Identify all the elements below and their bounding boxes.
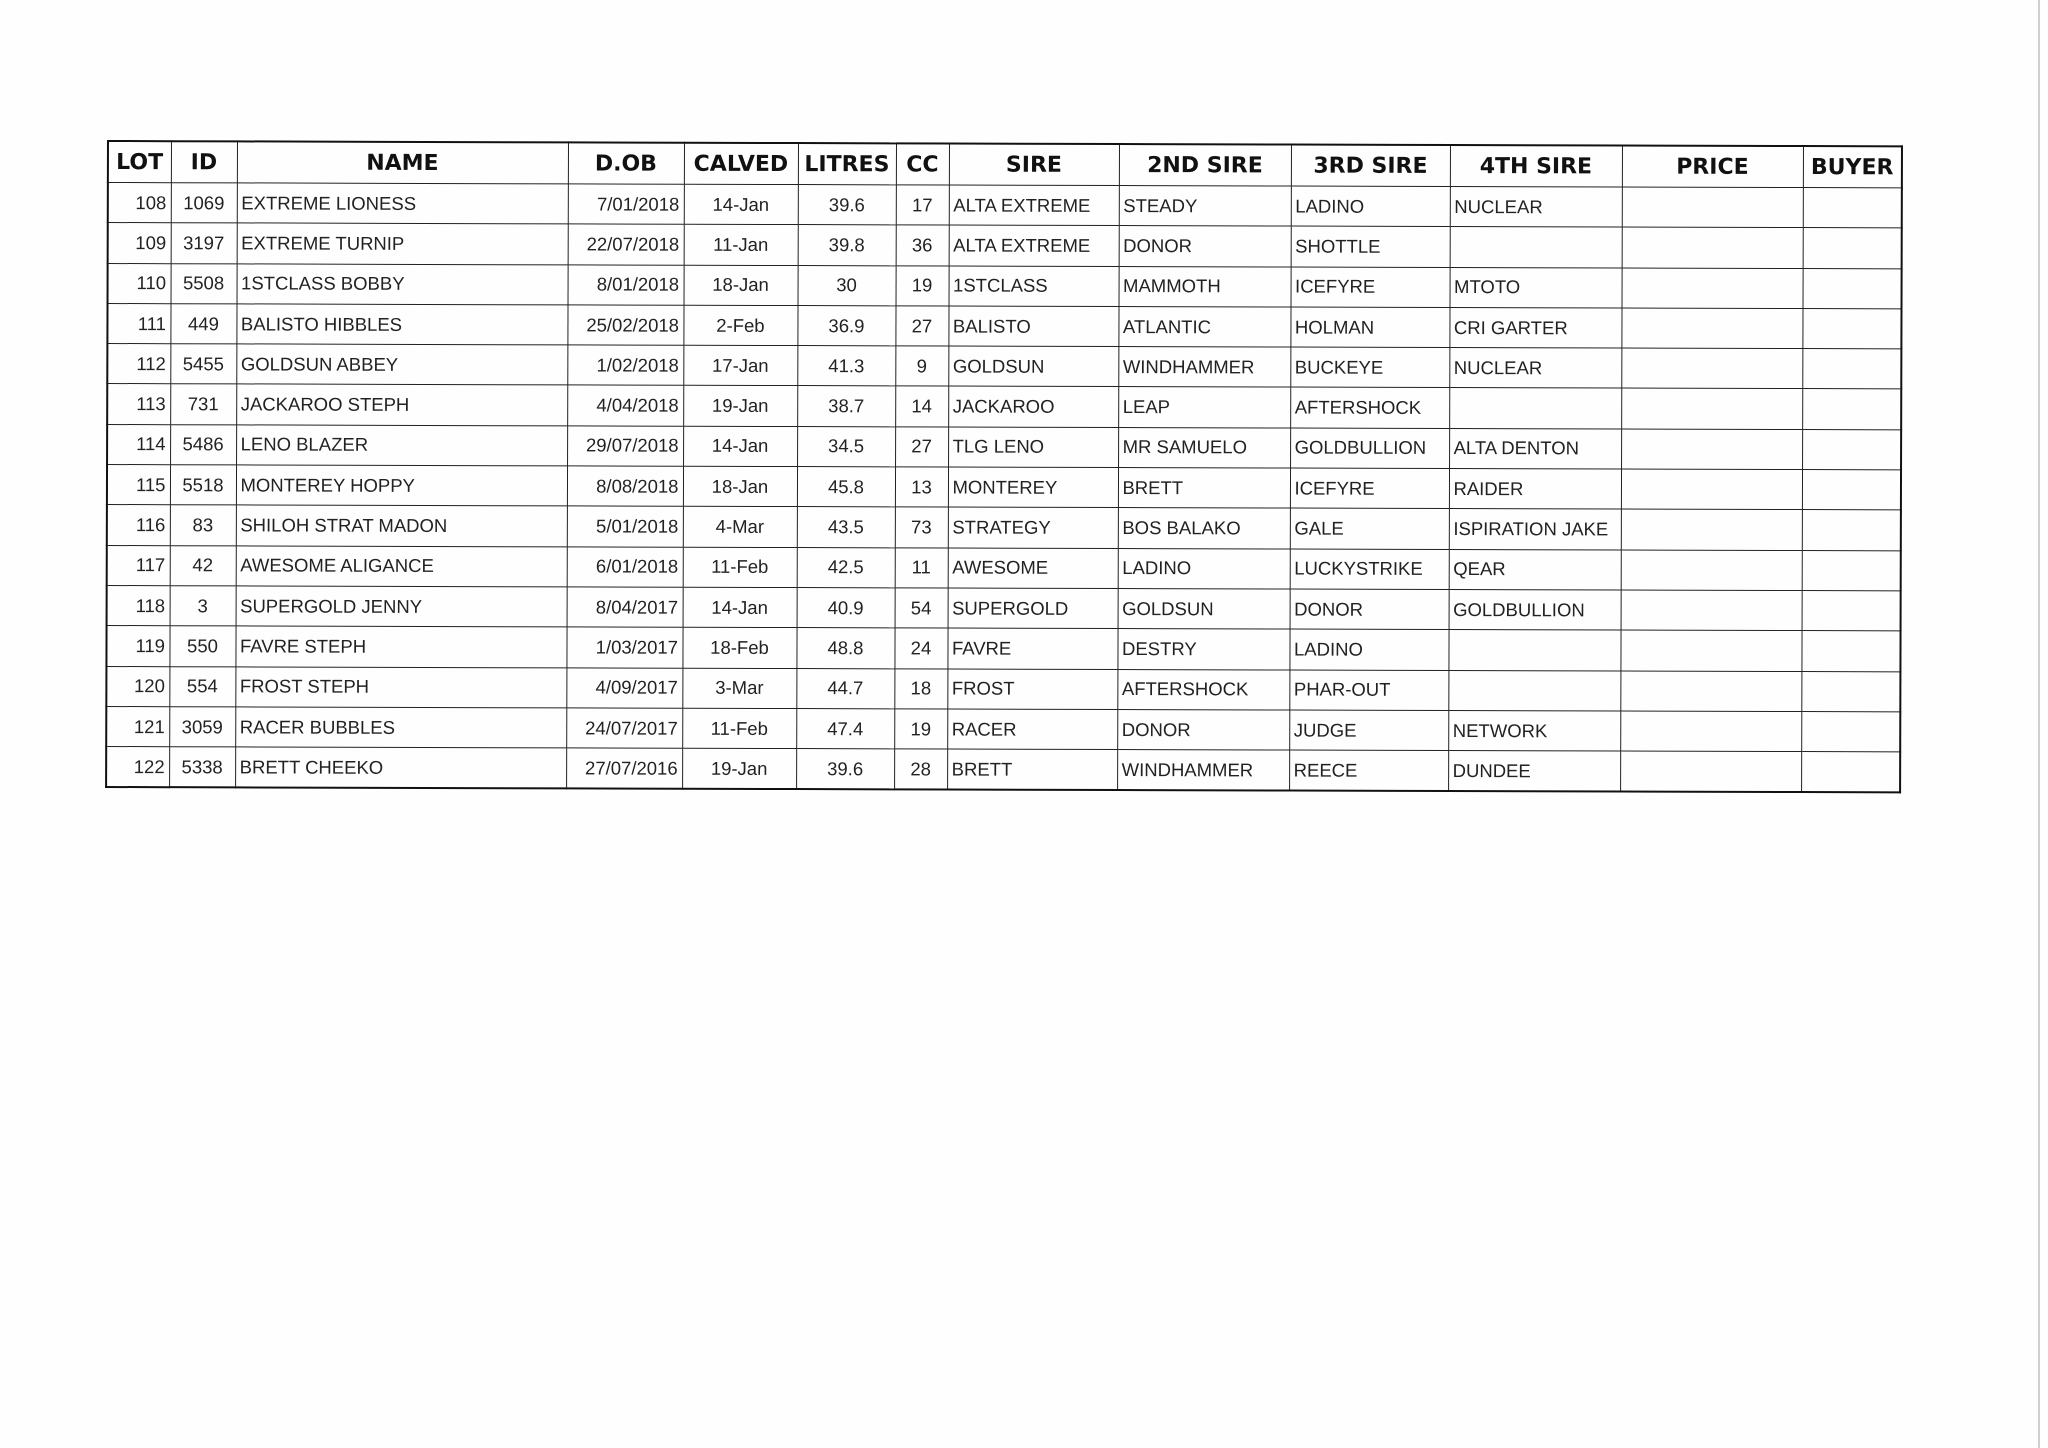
table-row [106,747,1900,793]
cell-4th-sire: ISPIRATION JAKE [1449,509,1621,550]
cell-4th-sire: DUNDEE [1448,751,1620,792]
cell-4th-sire: GOLDBULLION [1449,589,1621,630]
cell-2nd-sire: WINDHAMMER [1118,347,1290,388]
cell-sire: TLG LENO [948,427,1118,468]
cell-dob: 25/02/2018 [567,305,683,346]
cell-name: SUPERGOLD JENNY [236,586,567,627]
cell-price [1621,388,1802,429]
cell-sire: AWESOME [948,548,1118,589]
cell-buyer [1801,752,1900,793]
cell-cc: 36 [896,225,949,265]
cell-buyer [1803,188,1902,229]
cell-id: 1069 [171,183,237,223]
cell-2nd-sire: LEAP [1118,387,1290,428]
cell-2nd-sire: BOS BALAKO [1118,508,1290,549]
cell-id: 42 [170,545,236,585]
header-name: NAME [237,141,568,183]
cell-litres: 39.6 [798,185,896,226]
cell-litres: 39.6 [796,749,894,790]
cell-calved: 18-Jan [683,466,797,507]
cell-lot: 119 [106,626,169,666]
cell-4th-sire: NUCLEAR [1450,186,1622,227]
cell-id: 554 [169,666,235,706]
sale-table-wrapper [105,140,1901,794]
cell-cc: 27 [895,306,948,346]
cell-lot: 122 [106,747,169,788]
table-row [107,424,1901,470]
cell-4th-sire [1448,630,1620,671]
header-cc: CC [896,143,949,185]
cell-3rd-sire: JUDGE [1289,710,1448,751]
cell-name: LENO BLAZER [236,425,567,466]
cell-dob: 22/07/2018 [568,224,684,265]
cell-price [1621,509,1802,550]
cell-price [1621,590,1802,631]
cell-litres: 42.5 [797,547,895,588]
cell-lot: 118 [107,585,170,625]
cell-sire: GOLDSUN [948,346,1118,387]
cell-dob: 5/01/2018 [567,506,683,547]
cell-dob: 4/09/2017 [566,667,682,708]
header-row [108,141,1902,188]
cell-buyer [1801,671,1900,712]
cell-2nd-sire: AFTERSHOCK [1117,669,1289,710]
cell-dob: 8/01/2018 [568,264,684,305]
cell-buyer [1801,711,1900,752]
cell-name: EXTREME LIONESS [237,183,568,224]
cell-cc: 11 [895,548,948,588]
cell-4th-sire: ALTA DENTON [1449,428,1621,469]
table-row [107,303,1901,349]
cell-sire: FAVRE [947,628,1117,669]
cell-lot: 110 [108,263,171,303]
cell-buyer [1802,349,1901,390]
cell-id: 550 [169,626,235,666]
cell-sire: BALISTO [948,306,1118,347]
cell-name: MONTEREY HOPPY [236,465,567,506]
cell-name: BRETT CHEEKO [235,747,566,789]
cell-litres: 34.5 [797,426,895,467]
cell-calved: 18-Jan [684,265,798,306]
cell-2nd-sire: ATLANTIC [1118,306,1290,347]
cell-2nd-sire: DESTRY [1117,629,1289,670]
cell-2nd-sire: DONOR [1119,226,1291,267]
cell-cc: 54 [895,588,948,628]
cell-3rd-sire: GOLDBULLION [1290,428,1449,469]
cell-2nd-sire: BRETT [1118,468,1290,509]
cell-dob: 8/04/2017 [567,587,683,628]
cell-buyer [1802,590,1901,631]
cell-litres: 48.8 [796,628,894,669]
cell-2nd-sire: LADINO [1118,548,1290,589]
cell-price [1620,711,1801,752]
cell-price [1622,187,1803,228]
cell-dob: 27/07/2016 [566,748,682,789]
cell-3rd-sire: LADINO [1289,629,1448,670]
table-row [106,626,1900,672]
cell-cc: 13 [895,467,948,507]
cell-buyer [1803,228,1902,269]
cell-lot: 117 [107,545,170,585]
table-row [107,585,1901,631]
cell-lot: 120 [106,666,169,706]
cell-name: 1STCLASS BOBBY [237,263,568,304]
table-body [106,183,1902,793]
cell-litres: 45.8 [797,467,895,508]
cell-cc: 28 [894,749,947,790]
table-row [107,465,1901,511]
cell-cc: 27 [895,427,948,467]
cell-2nd-sire: WINDHAMMER [1117,750,1289,791]
sale-table [105,140,1903,794]
header-4th-sire: 4TH SIRE [1450,145,1622,187]
cell-name: EXTREME TURNIP [237,223,568,264]
cell-sire: 1STCLASS [949,266,1119,307]
table-row [107,344,1901,390]
table-row [108,223,1902,269]
cell-cc: 18 [894,668,947,708]
cell-litres: 41.3 [797,346,895,387]
cell-3rd-sire: PHAR-OUT [1289,670,1448,711]
cell-litres: 30 [798,265,896,306]
cell-calved: 19-Jan [682,748,796,789]
cell-buyer [1802,308,1901,349]
cell-dob: 1/02/2018 [567,345,683,386]
cell-price [1620,630,1801,671]
cell-2nd-sire: MAMMOTH [1119,266,1291,307]
table-row [106,666,1900,712]
cell-2nd-sire: DONOR [1117,709,1289,750]
table-row [108,183,1902,229]
cell-calved: 17-Jan [683,345,797,386]
cell-4th-sire: RAIDER [1449,469,1621,510]
cell-sire: JACKAROO [948,386,1118,427]
cell-lot: 115 [107,465,170,505]
cell-id: 731 [170,384,236,424]
cell-3rd-sire: LADINO [1291,186,1450,227]
cell-cc: 19 [896,265,949,305]
header-id: ID [171,141,237,183]
cell-buyer [1802,389,1901,430]
cell-cc: 14 [895,386,948,426]
table-row [106,706,1900,752]
cell-id: 3059 [169,707,235,747]
cell-id: 5338 [169,747,235,788]
cell-sire: MONTEREY [948,467,1118,508]
cell-calved: 3-Mar [682,668,796,709]
cell-cc: 17 [896,185,949,225]
cell-price [1621,429,1802,470]
header-dob: D.OB [568,142,684,184]
cell-3rd-sire: SHOTTLE [1291,226,1450,267]
cell-litres: 36.9 [797,305,895,346]
cell-name: FAVRE STEPH [235,626,566,667]
cell-id: 5486 [170,424,236,464]
cell-sire: FROST [947,669,1117,710]
cell-litres: 38.7 [797,386,895,427]
cell-calved: 14-Jan [683,587,797,628]
cell-sire: ALTA EXTREME [949,185,1119,226]
cell-calved: 2-Feb [683,305,797,346]
cell-price [1622,268,1803,309]
cell-id: 3197 [171,223,237,263]
table-row [108,263,1902,309]
cell-4th-sire: NUCLEAR [1449,348,1621,389]
cell-lot: 114 [107,424,170,464]
cell-dob: 7/01/2018 [568,184,684,225]
cell-sire: RACER [947,709,1117,750]
cell-3rd-sire: GALE [1290,508,1449,549]
cell-3rd-sire: AFTERSHOCK [1290,387,1449,428]
table-row [107,384,1901,430]
cell-calved: 11-Feb [682,708,796,749]
cell-buyer [1803,268,1902,309]
cell-4th-sire [1450,227,1622,268]
cell-cc: 19 [894,709,947,749]
cell-3rd-sire: BUCKEYE [1290,347,1449,388]
cell-calved: 11-Jan [684,225,798,266]
cell-calved: 11-Feb [683,547,797,588]
cell-4th-sire: MTOTO [1450,267,1622,308]
cell-id: 5455 [170,344,236,384]
cell-litres: 47.4 [796,708,894,749]
cell-lot: 111 [107,303,170,343]
cell-price [1621,308,1802,349]
cell-buyer [1802,550,1901,591]
cell-price [1621,469,1802,510]
cell-name: FROST STEPH [235,666,566,707]
header-buyer: BUYER [1803,146,1902,188]
cell-2nd-sire: MR SAMUELO [1118,427,1290,468]
cell-cc: 24 [894,628,947,668]
cell-litres: 44.7 [796,668,894,709]
cell-price [1621,348,1802,389]
page-edge [2038,0,2040,1448]
cell-id: 449 [170,304,236,344]
cell-name: AWESOME ALIGANCE [236,546,567,587]
cell-calved: 19-Jan [683,386,797,427]
cell-price [1621,550,1802,591]
header-price: PRICE [1622,145,1803,187]
cell-id: 5518 [170,465,236,505]
cell-lot: 109 [108,223,171,263]
cell-dob: 29/07/2018 [567,426,683,467]
cell-3rd-sire: HOLMAN [1290,307,1449,348]
cell-price [1620,671,1801,712]
cell-lot: 108 [108,183,171,223]
cell-lot: 112 [107,344,170,384]
table-row [107,505,1901,551]
cell-litres: 40.9 [797,588,895,629]
header-3rd-sire: 3RD SIRE [1291,145,1450,187]
cell-name: SHILOH STRAT MADON [236,505,567,546]
cell-buyer [1802,470,1901,511]
cell-4th-sire: CRI GARTER [1449,307,1621,348]
header-2nd-sire: 2ND SIRE [1119,144,1291,186]
cell-buyer [1801,631,1900,672]
cell-lot: 121 [106,706,169,746]
cell-dob: 1/03/2017 [566,627,682,668]
cell-4th-sire [1448,670,1620,711]
cell-litres: 43.5 [797,507,895,548]
cell-name: GOLDSUN ABBEY [236,344,567,385]
cell-lot: 113 [107,384,170,424]
cell-name: RACER BUBBLES [235,707,566,748]
cell-dob: 6/01/2018 [567,547,683,588]
cell-price [1620,751,1801,792]
cell-cc: 73 [895,507,948,547]
cell-4th-sire: QEAR [1449,549,1621,590]
cell-sire: STRATEGY [948,507,1118,548]
cell-calved: 4-Mar [683,507,797,548]
header-lot: LOT [108,141,171,183]
cell-4th-sire [1449,388,1621,429]
cell-2nd-sire: STEADY [1119,186,1291,227]
cell-dob: 24/07/2017 [566,708,682,749]
header-calved: CALVED [684,143,798,185]
cell-name: JACKAROO STEPH [236,384,567,425]
cell-calved: 14-Jan [683,426,797,467]
cell-2nd-sire: GOLDSUN [1118,588,1290,629]
cell-lot: 116 [107,505,170,545]
cell-4th-sire: NETWORK [1448,710,1620,751]
cell-calved: 14-Jan [684,184,798,225]
table-row [107,545,1901,591]
cell-cc: 9 [895,346,948,386]
cell-sire: BRETT [947,749,1117,790]
cell-id: 3 [170,586,236,626]
cell-price [1622,227,1803,268]
cell-sire: SUPERGOLD [948,588,1118,629]
cell-3rd-sire: REECE [1289,750,1448,791]
cell-3rd-sire: ICEFYRE [1290,468,1449,509]
cell-3rd-sire: DONOR [1290,589,1449,630]
cell-id: 83 [170,505,236,545]
cell-name: BALISTO HIBBLES [236,304,567,345]
header-litres: LITRES [798,143,896,185]
cell-id: 5508 [171,263,237,303]
cell-dob: 4/04/2018 [567,385,683,426]
cell-sire: ALTA EXTREME [949,225,1119,266]
header-sire: SIRE [949,143,1119,185]
cell-3rd-sire: ICEFYRE [1291,267,1450,308]
cell-calved: 18-Feb [682,627,796,668]
cell-3rd-sire: LUCKYSTRIKE [1290,549,1449,590]
cell-buyer [1802,510,1901,551]
cell-buyer [1802,429,1901,470]
cell-dob: 8/08/2018 [567,466,683,507]
cell-litres: 39.8 [798,225,896,266]
